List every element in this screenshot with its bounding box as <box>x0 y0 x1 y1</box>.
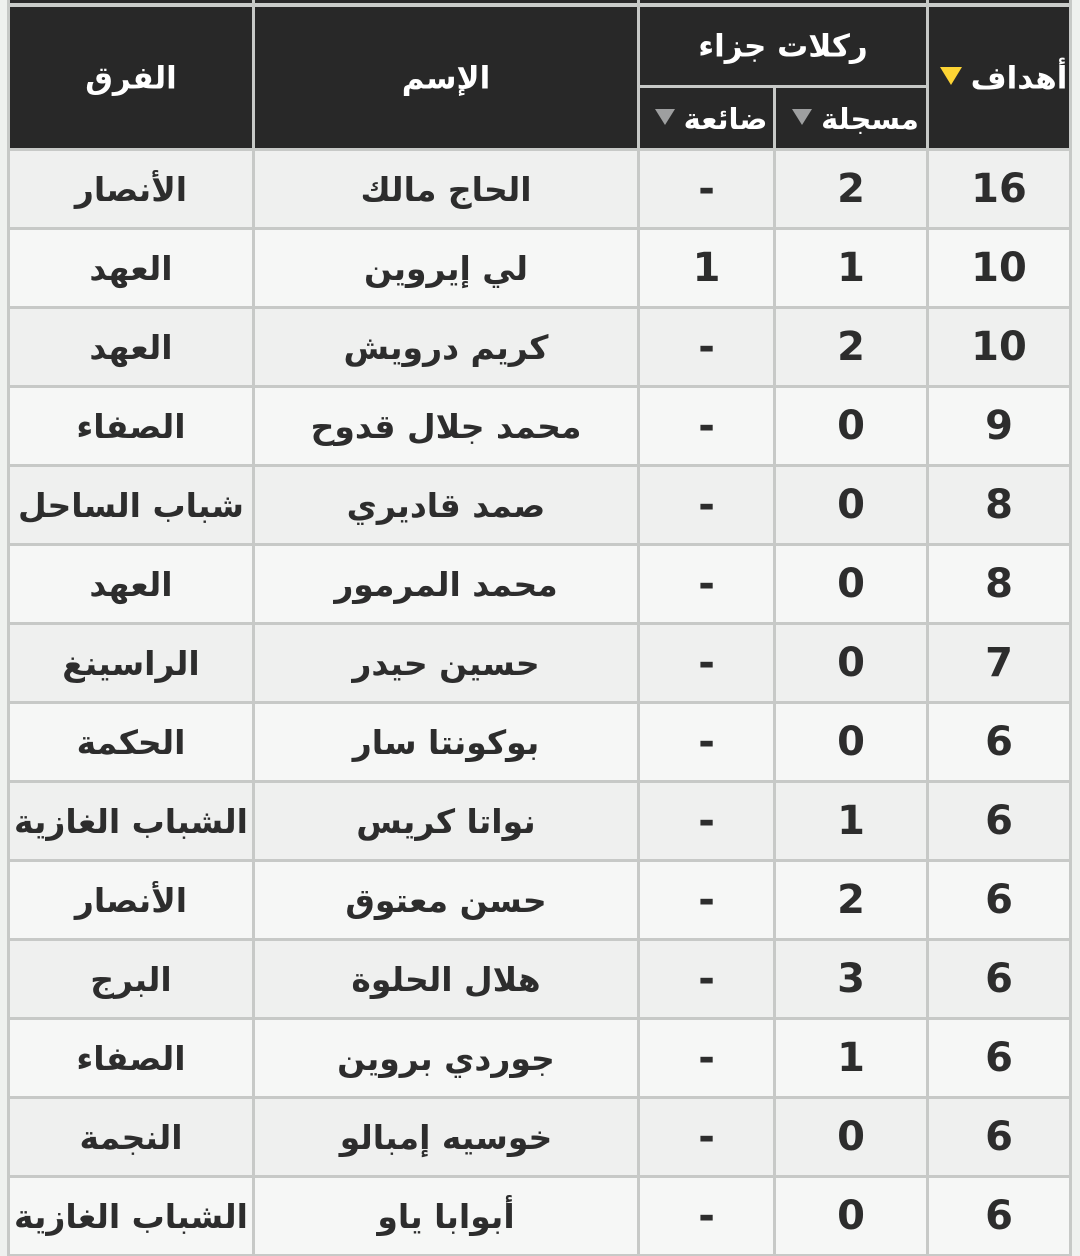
table-row <box>10 230 1069 306</box>
goals-cell: 10 <box>929 230 1069 306</box>
header-team-label: الفرق <box>85 60 177 97</box>
goals-cell: 8 <box>929 467 1069 543</box>
team-cell: شباب الساحل <box>10 467 252 543</box>
goals-cell: 7 <box>929 625 1069 701</box>
header-missed-label: ضائعة <box>683 102 768 136</box>
team-cell: العهد <box>10 309 252 385</box>
header-goals-label: أهداف <box>970 60 1068 97</box>
goals-cell: 6 <box>929 862 1069 938</box>
top-scorers-table <box>7 0 1072 1256</box>
header-scored-label: مسجلة <box>821 102 919 136</box>
header-name <box>255 3 637 148</box>
name-cell: حسين حيدر <box>255 625 637 701</box>
team-cell: العهد <box>10 546 252 622</box>
scored-cell: 2 <box>776 151 926 227</box>
goals-cell: 6 <box>929 1178 1069 1254</box>
goals-cell: 6 <box>929 1020 1069 1096</box>
table-row <box>10 783 1069 859</box>
header-penalties-label: ركلات جزاء <box>698 28 868 65</box>
name-cell: نواتا كريس <box>255 783 637 859</box>
name-cell: أبوابا ياو <box>255 1178 637 1254</box>
scored-cell: 0 <box>776 625 926 701</box>
scored-cell: 0 <box>776 546 926 622</box>
missed-cell: - <box>640 941 773 1017</box>
missed-cell: - <box>640 388 773 464</box>
table-row <box>10 941 1069 1017</box>
team-cell: الصفاء <box>10 388 252 464</box>
missed-cell: - <box>640 309 773 385</box>
team-cell: الشباب الغازية <box>10 1178 252 1254</box>
table-row <box>10 467 1069 543</box>
scored-cell: 0 <box>776 704 926 780</box>
table-row <box>10 625 1069 701</box>
name-cell: جوردي بروين <box>255 1020 637 1096</box>
goals-cell: 6 <box>929 704 1069 780</box>
name-cell: هلال الحلوة <box>255 941 637 1017</box>
scored-cell: 1 <box>776 230 926 306</box>
header-goals[interactable] <box>929 3 1069 148</box>
missed-cell: - <box>640 1178 773 1254</box>
table-row <box>10 704 1069 780</box>
name-cell: الحاج مالك <box>255 151 637 227</box>
goals-cell: 6 <box>929 783 1069 859</box>
name-cell: بوكونتا سار <box>255 704 637 780</box>
table-row <box>10 309 1069 385</box>
team-cell: الأنصار <box>10 151 252 227</box>
table-row <box>10 151 1069 227</box>
goals-cell: 10 <box>929 309 1069 385</box>
team-cell: الشباب الغازية <box>10 783 252 859</box>
header-team <box>10 3 252 148</box>
name-cell: خوسيه إمبالو <box>255 1099 637 1175</box>
missed-cell: - <box>640 151 773 227</box>
missed-cell: - <box>640 1020 773 1096</box>
table-row <box>10 862 1069 938</box>
team-cell: العهد <box>10 230 252 306</box>
name-cell: كريم درويش <box>255 309 637 385</box>
header-missed[interactable] <box>640 88 773 148</box>
goals-cell: 9 <box>929 388 1069 464</box>
name-cell: صمد قاديري <box>255 467 637 543</box>
missed-cell: - <box>640 783 773 859</box>
header-scored[interactable] <box>776 88 926 148</box>
table-header <box>10 3 1069 148</box>
sort-icon <box>792 109 812 125</box>
missed-cell: - <box>640 704 773 780</box>
scored-cell: 2 <box>776 862 926 938</box>
header-name-label: الإسم <box>401 60 491 97</box>
sort-desc-icon <box>940 67 962 85</box>
team-cell: النجمة <box>10 1099 252 1175</box>
team-cell: البرج <box>10 941 252 1017</box>
table-row <box>10 1178 1069 1254</box>
team-cell: الأنصار <box>10 862 252 938</box>
missed-cell: - <box>640 862 773 938</box>
table-row <box>10 546 1069 622</box>
team-cell: الحكمة <box>10 704 252 780</box>
missed-cell: - <box>640 625 773 701</box>
missed-cell: - <box>640 467 773 543</box>
scored-cell: 0 <box>776 1178 926 1254</box>
goals-cell: 16 <box>929 151 1069 227</box>
name-cell: لي إيروين <box>255 230 637 306</box>
scored-cell: 3 <box>776 941 926 1017</box>
table-row <box>10 1020 1069 1096</box>
header-penalties-group <box>640 3 926 85</box>
sort-icon <box>655 109 675 125</box>
goals-cell: 6 <box>929 941 1069 1017</box>
name-cell: محمد المرمور <box>255 546 637 622</box>
scored-cell: 0 <box>776 1099 926 1175</box>
scored-cell: 0 <box>776 467 926 543</box>
missed-cell: - <box>640 1099 773 1175</box>
goals-cell: 6 <box>929 1099 1069 1175</box>
table-row <box>10 1099 1069 1175</box>
team-cell: الصفاء <box>10 1020 252 1096</box>
table-body <box>10 151 1069 1254</box>
scored-cell: 0 <box>776 388 926 464</box>
missed-cell: 1 <box>640 230 773 306</box>
scored-cell: 1 <box>776 1020 926 1096</box>
scored-cell: 2 <box>776 309 926 385</box>
team-cell: الراسينغ <box>10 625 252 701</box>
table-row <box>10 388 1069 464</box>
goals-cell: 8 <box>929 546 1069 622</box>
name-cell: محمد جلال قدوح <box>255 388 637 464</box>
missed-cell: - <box>640 546 773 622</box>
name-cell: حسن معتوق <box>255 862 637 938</box>
scored-cell: 1 <box>776 783 926 859</box>
